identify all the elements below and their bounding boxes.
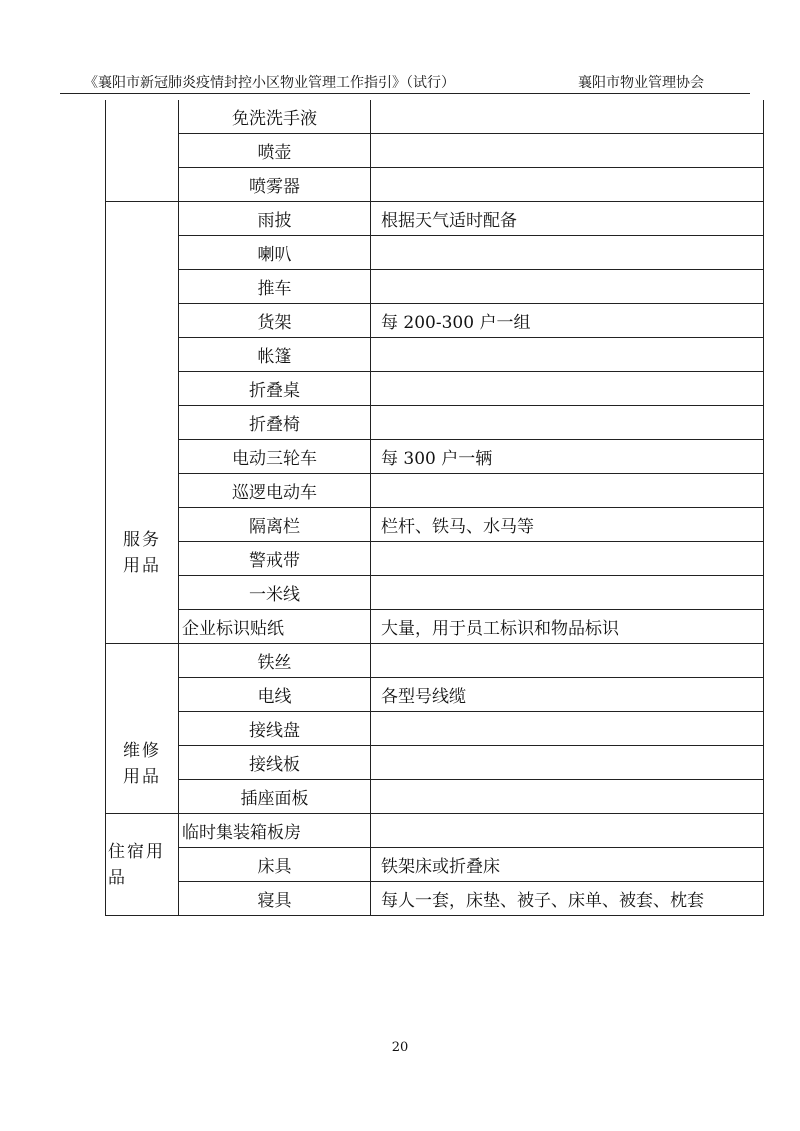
table-row xyxy=(106,270,764,304)
note-cell xyxy=(371,338,764,372)
item-cell: 货架 xyxy=(179,304,371,338)
table-row xyxy=(106,202,764,236)
note-cell xyxy=(371,814,764,848)
table-row xyxy=(106,440,764,474)
note-cell: 栏杆、铁马、水马等 xyxy=(371,508,764,542)
item-cell: 电线 xyxy=(179,678,371,712)
header-rule xyxy=(60,93,750,94)
header-document-title: 《襄阳市新冠肺炎疫情封控小区物业管理工作指引》（试行） xyxy=(84,75,455,91)
category-cell-continued xyxy=(106,100,179,202)
table-row xyxy=(106,882,764,916)
note-cell xyxy=(371,168,764,202)
note-cell xyxy=(371,746,764,780)
category-cell-service xyxy=(106,202,179,644)
category-label: 维修用品 xyxy=(123,740,161,787)
page-header xyxy=(60,68,750,92)
item-cell: 喷壶 xyxy=(179,134,371,168)
note-cell xyxy=(371,406,764,440)
page-number: 20 xyxy=(391,1040,409,1055)
table-row xyxy=(106,304,764,338)
item-cell: 警戒带 xyxy=(179,542,371,576)
note-cell: 每人一套，床垫、被子、床单、被套、枕套 xyxy=(371,882,764,916)
table-row xyxy=(106,610,764,644)
category-label: 服务用品 xyxy=(123,529,161,576)
table-row xyxy=(106,100,764,134)
note-cell xyxy=(371,644,764,678)
table-row xyxy=(106,372,764,406)
item-cell: 帐篷 xyxy=(179,338,371,372)
item-cell: 推车 xyxy=(179,270,371,304)
table-row xyxy=(106,678,764,712)
item-cell: 床具 xyxy=(179,848,371,882)
table-row xyxy=(106,236,764,270)
item-cell: 雨披 xyxy=(179,202,371,236)
note-cell xyxy=(371,236,764,270)
table-row xyxy=(106,814,764,848)
item-cell: 临时集装箱板房 xyxy=(179,814,371,848)
table-row xyxy=(106,508,764,542)
item-cell: 接线板 xyxy=(179,746,371,780)
item-cell: 电动三轮车 xyxy=(179,440,371,474)
note-cell xyxy=(371,100,764,134)
note-cell xyxy=(371,712,764,746)
item-cell: 寝具 xyxy=(179,882,371,916)
item-cell: 插座面板 xyxy=(179,780,371,814)
note-cell xyxy=(371,780,764,814)
note-cell: 铁架床或折叠床 xyxy=(371,848,764,882)
table-row xyxy=(106,576,764,610)
note-cell xyxy=(371,474,764,508)
table-row xyxy=(106,474,764,508)
item-cell: 隔离栏 xyxy=(179,508,371,542)
note-cell: 根据天气适时配备 xyxy=(371,202,764,236)
item-cell: 巡逻电动车 xyxy=(179,474,371,508)
note-cell: 各型号线缆 xyxy=(371,678,764,712)
item-cell: 企业标识贴纸 xyxy=(179,610,371,644)
note-cell: 每 200-300 户一组 xyxy=(371,304,764,338)
note-cell xyxy=(371,576,764,610)
item-cell: 免洗洗手液 xyxy=(179,100,371,134)
note-cell xyxy=(371,372,764,406)
note-cell xyxy=(371,270,764,304)
table-row xyxy=(106,168,764,202)
item-cell: 折叠椅 xyxy=(179,406,371,440)
item-cell: 折叠桌 xyxy=(179,372,371,406)
table-row xyxy=(106,780,764,814)
category-label: 住宿用品 xyxy=(108,841,165,888)
item-cell: 一米线 xyxy=(179,576,371,610)
table-row xyxy=(106,406,764,440)
note-cell xyxy=(371,134,764,168)
note-cell: 每 300 户一辆 xyxy=(371,440,764,474)
table-row xyxy=(106,134,764,168)
item-cell: 接线盘 xyxy=(179,712,371,746)
note-cell xyxy=(371,542,764,576)
category-cell-lodging xyxy=(106,814,179,916)
table-row xyxy=(106,712,764,746)
item-cell: 喷雾器 xyxy=(179,168,371,202)
note-cell: 大量，用于员工标识和物品标识 xyxy=(371,610,764,644)
table-row xyxy=(106,542,764,576)
header-organization: 襄阳市物业管理协会 xyxy=(578,75,704,91)
item-cell: 喇叭 xyxy=(179,236,371,270)
table-row xyxy=(106,338,764,372)
category-cell-maintenance xyxy=(106,644,179,814)
item-cell: 铁丝 xyxy=(179,644,371,678)
supplies-table xyxy=(105,100,764,916)
table-row xyxy=(106,644,764,678)
table-row xyxy=(106,746,764,780)
table-row xyxy=(106,848,764,882)
